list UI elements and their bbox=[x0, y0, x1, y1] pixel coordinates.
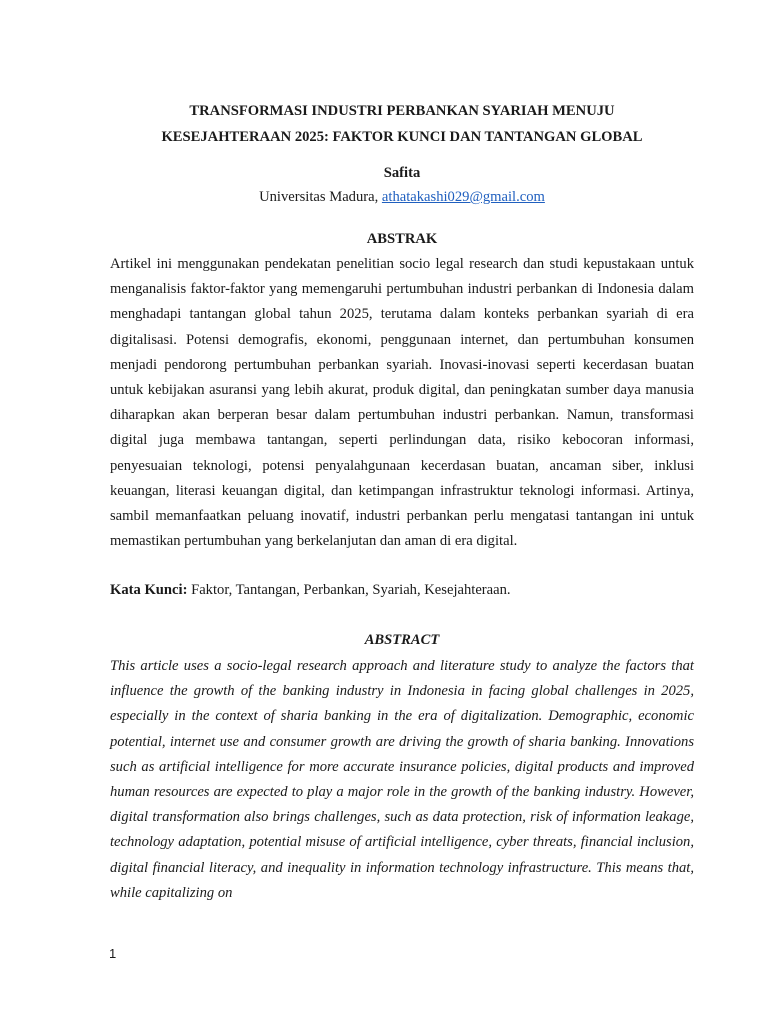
abstrak-body: Artikel ini menggunakan pendekatan penelitian socio legal research dan studi kepustakaan untuk menganalisis faktor-faktor yang memengaruhi pertumbuhan industri perbankan di Indonesia dalam menghadapi tantangan global tahun 2025, terutama dalam konteks perbankan syariah di era digitalisasi. Potensi demografis, ekonomi, penggunaan internet, dan pertumbuhan konsumen menjadi pendorong pertumbuhan perbankan syariah. Inovasi-inovasi seperti kecerdasan buatan untuk kebijakan asuransi yang lebih akurat, produk digital, dan peningkatan sumber daya manusia diharapkan akan berperan besar dalam pertumbuhan industri perbankan. Namun, transformasi digital juga membawa tantangan, seperti perlindungan data, risiko kebocoran informasi, penyesuaian teknologi, potensi penyalahgunaan kecerdasan buatan, ancaman siber, inklusi keuangan, literasi keuangan digital, dan ketimpangan infrastruktur teknologi informasi. Artinya, sambil memanfaatkan peluang inovatif, industri perbankan perlu mengatasi tantangan ini untuk memastikan pertumbuhan yang berkelanjutan dan aman di era digital. bbox=[110, 256, 694, 550]
abstract-heading: ABSTRACT bbox=[364, 632, 440, 648]
affiliation-text: Universitas Madura, bbox=[259, 189, 382, 205]
paper-title bbox=[110, 98, 694, 150]
page-number: 1 bbox=[109, 946, 117, 961]
author-name: Safita bbox=[383, 165, 421, 181]
keywords bbox=[110, 578, 694, 603]
author-affiliation bbox=[110, 186, 694, 208]
abstrak-heading: ABSTRAK bbox=[366, 231, 438, 247]
paper-title-line-1: TRANSFORMASI INDUSTRI PERBANKAN SYARIAH MENUJU bbox=[189, 103, 615, 119]
paper-title-line-2: KESEJAHTERAAN 2025: FAKTOR KUNCI DAN TANTANGAN GLOBAL bbox=[161, 129, 643, 145]
keywords-text: Faktor, Tantangan, Perbankan, Syariah, Kesejahteraan. bbox=[187, 582, 511, 598]
keywords-label: Kata Kunci: bbox=[110, 582, 188, 598]
abstract-body: This article uses a socio-legal research approach and literature study to analyze the factors that influence the growth of the banking industry in Indonesia in facing global challenges in 2025, especially in the context of sharia banking in the era of digitalization. Demographic, economic potential, internet use and consumer growth are driving the growth of sharia banking. Innovations such as artificial intelligence for more accurate insurance policies, digital products and improved human resources are expected to play a major role in the growth of the banking industry. However, digital transformation also brings challenges, such as data protection, risk of information leakage, technology adaptation, potential misuse of artificial intelligence, cyber threats, financial inclusion, digital financial literacy, and inequality in information technology infrastructure. This means that, while capitalizing on bbox=[110, 658, 694, 901]
author-email-link[interactable]: athatakashi029@gmail.com bbox=[381, 189, 545, 205]
